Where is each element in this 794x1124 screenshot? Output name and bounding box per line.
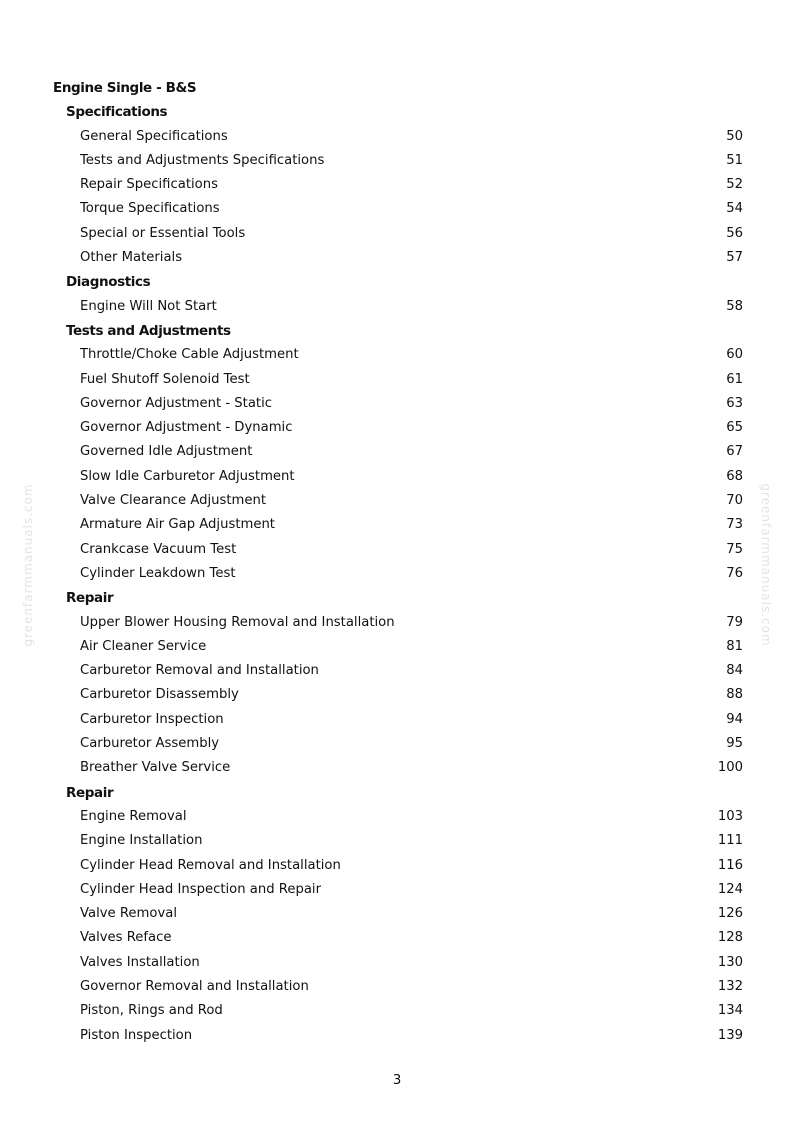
toc-entry-page: 58	[726, 298, 743, 314]
toc-entry-title: Valve Removal	[80, 906, 177, 922]
toc-entry-title: Cylinder Leakdown Test	[80, 565, 236, 581]
section-heading: Repair	[66, 590, 114, 607]
toc-entry-page: 79	[726, 614, 743, 630]
toc-entry-page: 100	[717, 760, 743, 776]
toc-entry-title: Governor Removal and Installation	[80, 978, 309, 994]
toc-entry[interactable]	[53, 295, 743, 319]
toc-entry-page: 52	[726, 177, 743, 193]
toc-entry-title: Breather Valve Service	[80, 760, 231, 776]
toc-entry[interactable]	[53, 611, 743, 635]
chapter-heading: Engine Single - B&S	[53, 80, 197, 96]
toc-entry-page: 73	[726, 517, 743, 533]
toc-entry[interactable]	[53, 708, 743, 732]
toc-entry-page: 88	[726, 687, 743, 703]
toc-entry-page: 128	[717, 930, 743, 946]
toc-entry[interactable]	[53, 562, 743, 586]
toc-entry[interactable]	[53, 854, 743, 878]
toc-entry-page: 51	[726, 152, 743, 168]
toc-entry-page: 103	[717, 808, 743, 824]
toc-entry-title: Repair Specifications	[80, 177, 218, 193]
toc-entry[interactable]	[53, 368, 743, 392]
toc-entry-title: Engine Installation	[80, 833, 203, 849]
toc-entry-title: Carburetor Disassembly	[80, 687, 239, 703]
toc-entry[interactable]	[53, 659, 743, 683]
toc-entry[interactable]	[53, 829, 743, 853]
toc-entry-page: 63	[726, 395, 743, 411]
toc-entry[interactable]	[53, 125, 743, 149]
toc-entry[interactable]	[53, 392, 743, 416]
toc-entry-page: 57	[726, 250, 743, 266]
toc-entry-page: 61	[726, 371, 743, 387]
toc-entry-title: Torque Specifications	[80, 201, 220, 217]
toc-entry[interactable]	[53, 197, 743, 221]
toc-entry-page: 76	[726, 565, 743, 581]
toc-entry-page: 70	[726, 493, 743, 509]
toc-entry-page: 65	[726, 420, 743, 436]
toc-entry-title: Armature Air Gap Adjustment	[80, 517, 275, 533]
toc-entry[interactable]	[53, 878, 743, 902]
toc-entry-page: 84	[726, 663, 743, 679]
toc-entry-title: Governed Idle Adjustment	[80, 444, 253, 460]
toc-entry-title: Governor Adjustment - Dynamic	[80, 420, 293, 436]
section-heading: Repair	[66, 784, 114, 801]
toc-entry-title: Tests and Adjustments Specifications	[80, 152, 325, 168]
toc-entry-title: Valves Installation	[80, 954, 200, 970]
toc-entry-page: 60	[726, 347, 743, 363]
toc-entry-title: Cylinder Head Inspection and Repair	[80, 881, 321, 897]
toc-entry[interactable]	[53, 465, 743, 489]
watermark-left: greenfarmmanuals.com	[21, 483, 35, 647]
toc-entry-page: 56	[726, 225, 743, 241]
toc-entry-page: 111	[717, 833, 743, 849]
toc-entry-title: Cylinder Head Removal and Installation	[80, 857, 341, 873]
toc-entry-page: 126	[717, 906, 743, 922]
toc-sections	[53, 100, 743, 1048]
toc-entry-title: Carburetor Assembly	[80, 736, 220, 752]
toc-entry-title: Slow Idle Carburetor Adjustment	[80, 468, 295, 484]
toc-entry[interactable]	[53, 489, 743, 513]
toc-entry-title: Valve Clearance Adjustment	[80, 493, 267, 509]
toc-entry-page: 95	[726, 736, 743, 752]
toc-entry-title: Carburetor Removal and Installation	[80, 663, 319, 679]
toc-entry-page: 116	[717, 857, 743, 873]
toc-entry[interactable]	[53, 222, 743, 246]
toc-entry-title: Engine Removal	[80, 808, 187, 824]
toc-entry[interactable]	[53, 756, 743, 780]
toc-entry[interactable]	[53, 732, 743, 756]
toc-entry-title: Piston, Rings and Rod	[80, 1003, 223, 1019]
toc-entry-page: 132	[717, 978, 743, 994]
toc-entry[interactable]	[53, 416, 743, 440]
toc-entry[interactable]	[53, 926, 743, 950]
toc-entry[interactable]	[53, 683, 743, 707]
toc-entry[interactable]	[53, 999, 743, 1023]
toc-entry[interactable]	[53, 635, 743, 659]
section-heading: Diagnostics	[66, 274, 151, 291]
toc-entry-page: 134	[717, 1003, 743, 1019]
toc-entry-page: 139	[717, 1027, 743, 1043]
toc-entry-page: 54	[726, 201, 743, 217]
toc-entry-title: Piston Inspection	[80, 1027, 193, 1043]
toc-entry[interactable]	[53, 951, 743, 975]
toc-entry-title: Crankcase Vacuum Test	[80, 541, 237, 557]
toc-entry[interactable]	[53, 343, 743, 367]
toc-entry-title: Governor Adjustment - Static	[80, 395, 272, 411]
toc-entry[interactable]	[53, 1024, 743, 1048]
toc-entry-title: Throttle/Choke Cable Adjustment	[80, 347, 299, 363]
toc-entry-title: Special or Essential Tools	[80, 225, 246, 241]
toc-entry[interactable]	[53, 975, 743, 999]
toc-entry[interactable]	[53, 173, 743, 197]
toc-entry-title: Fuel Shutoff Solenoid Test	[80, 371, 250, 387]
toc-entry[interactable]	[53, 513, 743, 537]
toc-entry-title: Engine Will Not Start	[80, 298, 217, 314]
table-of-contents	[53, 76, 743, 1048]
toc-entry[interactable]	[53, 246, 743, 270]
toc-entry[interactable]	[53, 440, 743, 464]
toc-entry[interactable]	[53, 805, 743, 829]
toc-entry-page: 124	[717, 881, 743, 897]
toc-entry[interactable]	[53, 149, 743, 173]
page-number: 3	[392, 1072, 402, 1088]
toc-entry-page: 75	[726, 541, 743, 557]
section-heading: Tests and Adjustments	[66, 322, 231, 339]
toc-entry-page: 81	[726, 638, 743, 654]
toc-entry-title: Valves Reface	[80, 930, 172, 946]
toc-entry-page: 68	[726, 468, 743, 484]
toc-entry-title: Upper Blower Housing Removal and Installation	[80, 614, 395, 630]
toc-entry-page: 67	[726, 444, 743, 460]
toc-entry-page: 130	[717, 954, 743, 970]
section-heading: Specifications	[66, 104, 168, 121]
toc-entry-page: 94	[726, 711, 743, 727]
toc-entry-title: Air Cleaner Service	[80, 638, 207, 654]
toc-entry-title: General Specifications	[80, 128, 228, 144]
toc-entry[interactable]	[53, 902, 743, 926]
toc-entry-title: Carburetor Inspection	[80, 711, 224, 727]
toc-entry-title: Other Materials	[80, 250, 183, 266]
watermark-right: greenfarmmanuals.com	[759, 483, 773, 647]
toc-entry-page: 50	[726, 128, 743, 144]
toc-entry[interactable]	[53, 538, 743, 562]
